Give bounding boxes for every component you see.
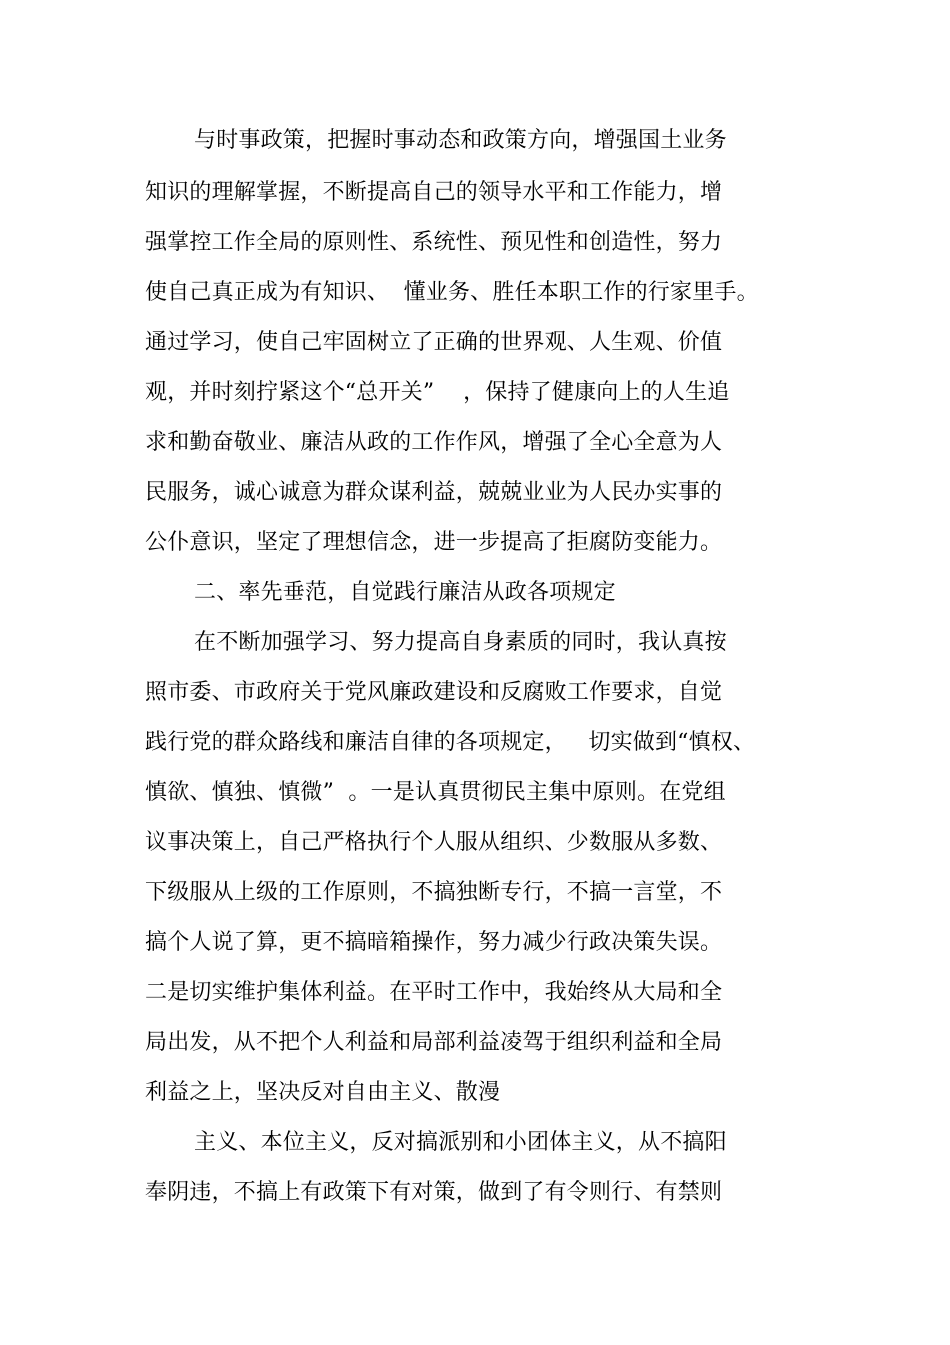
paragraph-line: 公仆意识，坚定了理想信念，进一步提高了拒腐防变能力。	[145, 530, 723, 555]
paragraph-line: 搞个人说了算，更不搞暗箱操作，努力减少行政决策失误。	[145, 930, 723, 955]
paragraph-line: 使自己真正成为有知识、 懂业务、胜任本职工作的行家里手。	[145, 280, 759, 305]
paragraph-line: 知识的理解掌握，不断提高自己的领导水平和工作能力，增	[145, 180, 723, 205]
paragraph-line: 下级服从上级的工作原则，不搞独断专行，不搞一言堂，不	[145, 880, 723, 905]
paragraph-line: 二是切实维护集体利益。在平时工作中，我始终从大局和全	[145, 980, 723, 1005]
paragraph-line: 践行党的群众路线和廉洁自律的各项规定， 切实做到“慎权、	[145, 730, 756, 755]
section-heading: 二、率先垂范，自觉践行廉洁从政各项规定	[194, 580, 616, 605]
paragraph-line: 局出发，从不把个人利益和局部利益凌驾于组织利益和全局	[145, 1030, 723, 1055]
paragraph-line: 在不断加强学习、努力提高自身素质的同时，我认真按	[194, 630, 727, 655]
paragraph-line: 照市委、市政府关于党风廉政建设和反腐败工作要求，自觉	[145, 680, 723, 705]
paragraph-line: 利益之上，坚决反对自由主义、散漫	[145, 1080, 501, 1105]
paragraph-line: 观，并时刻拧紧这个“总开关” ，保持了健康向上的人生追	[145, 380, 730, 405]
paragraph-line: 主义、本位主义，反对搞派别和小团体主义，从不搞阳	[194, 1130, 727, 1155]
paragraph-line: 求和勤奋敬业、廉洁从政的工作作风，增强了全心全意为人	[145, 430, 723, 455]
paragraph-line: 慎欲、慎独、慎微” 。一是认真贯彻民主集中原则。在党组	[145, 780, 726, 805]
paragraph-line: 与时事政策，把握时事动态和政策方向，增强国土业务	[194, 128, 727, 153]
paragraph-line: 议事决策上，自己严格执行个人服从组织、少数服从多数、	[145, 830, 723, 855]
paragraph-line: 强掌控工作全局的原则性、系统性、预见性和创造性，努力	[145, 230, 723, 255]
paragraph-line: 通过学习，使自己牢固树立了正确的世界观、人生观、价值	[145, 330, 723, 355]
paragraph-line: 奉阴违，不搞上有政策下有对策，做到了有令则行、有禁则	[145, 1180, 723, 1205]
paragraph-line: 民服务，诚心诚意为群众谋利益，兢兢业业为人民办实事的	[145, 480, 723, 505]
